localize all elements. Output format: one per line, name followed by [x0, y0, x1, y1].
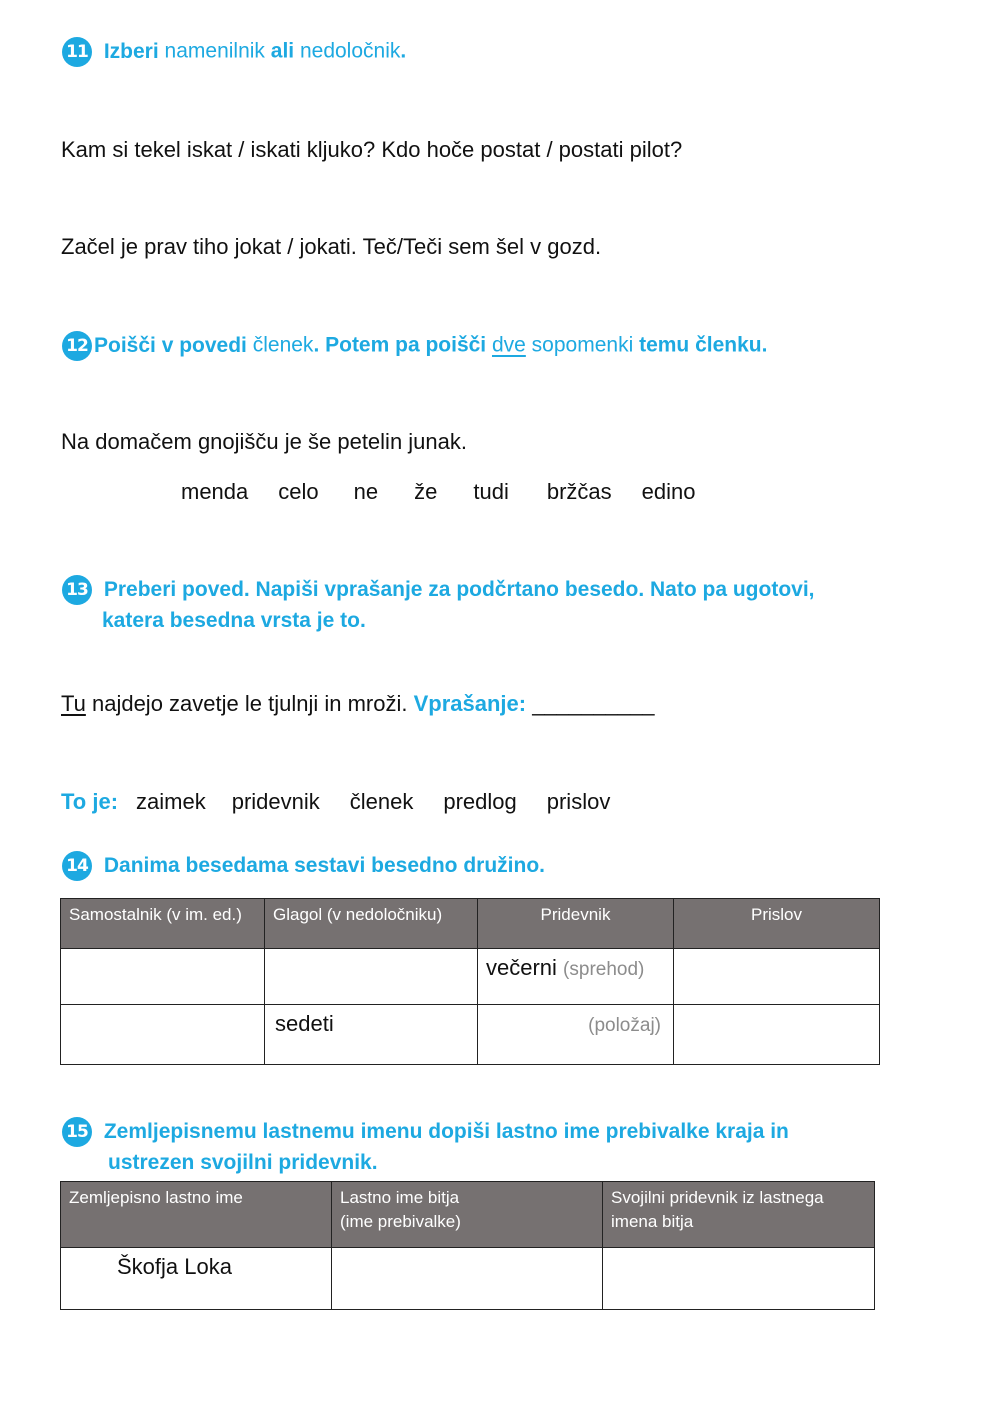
ex12-title-part1: Poišči v povedi [94, 333, 247, 357]
ex15-title-line2: ustrezen svojilni pridevnik. [108, 1151, 378, 1174]
place-table [60, 1181, 875, 1310]
to-je-label: To je: [61, 789, 119, 814]
word-option[interactable]: celo [278, 479, 319, 504]
ex12-title-part4: dve [491, 333, 526, 357]
ex13-title-line2: katera besedna vrsta je to. [102, 609, 366, 632]
cell-empty[interactable] [332, 1248, 603, 1310]
col-header-svojilni [603, 1182, 875, 1248]
cell-empty[interactable] [61, 949, 265, 1005]
ex14-title-text: Danima besedama sestavi besedno družino. [103, 853, 545, 877]
ex11-line1: Kam si tekel iskat / iskati kljuko? Kdo hoče postat / postati pilot? [61, 137, 683, 162]
ex12-title-part2: členek [246, 333, 314, 357]
ex13-sentence-rest: najdejo zavetje le tjulnji in mroži. [85, 691, 414, 716]
ex15-title-line1: Zemljepisnemu lastnemu imenu dopiši lastno ime prebivalke kraja in [103, 1119, 789, 1143]
ex13-number-badge: 13 [62, 575, 92, 605]
col-header-prislov: Prislov [674, 899, 880, 949]
ex12-title-part6: temu členku. [639, 333, 768, 357]
header-line: Svojilni pridevnik iz lastnega [611, 1188, 824, 1207]
cell-place [61, 1248, 332, 1310]
type-option[interactable]: pridevnik [231, 789, 320, 814]
type-option[interactable]: zaimek [136, 789, 206, 814]
word-option[interactable]: bržčas [546, 479, 612, 504]
ex15-number-badge: 15 [62, 1117, 92, 1147]
ex12-sentence: Na domačem gnojišču je še petelin junak. [61, 429, 468, 454]
header-line: (ime prebivalke) [340, 1212, 461, 1231]
cell-empty[interactable] [674, 1005, 880, 1065]
ex14-number-badge: 14 [62, 851, 92, 881]
type-option[interactable]: predlog [443, 789, 517, 814]
question-label: Vprašanje: [413, 691, 527, 716]
word-option[interactable]: ne [353, 479, 379, 504]
col-header-pridevnik: Pridevnik [478, 899, 674, 949]
hint-text: (položaj) [588, 1015, 661, 1036]
cell-pridevnik-given [478, 949, 674, 1005]
underlined-word: Tu [61, 691, 86, 716]
cell-empty[interactable] [674, 949, 880, 1005]
word-option[interactable]: tudi [473, 479, 509, 504]
ex12-word-options [181, 479, 696, 505]
ex11-title-part4: nedoločnik [294, 39, 401, 63]
ex13-sentence [61, 691, 655, 717]
ex11-title [62, 37, 406, 67]
word-option[interactable]: menda [181, 479, 249, 504]
cell-empty[interactable] [61, 1005, 265, 1065]
ex13-title [62, 575, 815, 605]
col-header-zemljepisno: Zemljepisno lastno ime [61, 1182, 332, 1248]
type-option[interactable]: členek [349, 789, 414, 814]
ex12-title-part3: . Potem pa poišči [313, 333, 492, 357]
ex14-title [62, 851, 545, 881]
ex11-line2: Začel je prav tiho jokat / jokati. Teč/Teči sem šel v gozd. [61, 234, 602, 259]
word-option[interactable]: edino [641, 479, 696, 504]
given-word: sedeti [275, 1011, 334, 1036]
ex12-title [62, 331, 767, 361]
header-line: Lastno ime bitja [340, 1188, 460, 1207]
col-header-lastno-ime [332, 1182, 603, 1248]
hint-text: (sprehod) [563, 959, 645, 980]
ex13-type-options [61, 789, 610, 815]
place-name: Škofja Loka [117, 1254, 232, 1279]
type-option[interactable]: prislov [546, 789, 611, 814]
ex11-title-part3: ali [270, 39, 295, 63]
cell-hint[interactable] [478, 1005, 674, 1065]
ex15-title [62, 1117, 789, 1147]
header-line: imena bitja [611, 1212, 694, 1231]
col-header-samostalnik: Samostalnik (v im. ed.) [61, 899, 265, 949]
ex11-title-part2: namenilnik [158, 39, 271, 63]
ex11-title-part5: . [400, 39, 407, 63]
word-option[interactable]: že [414, 479, 438, 504]
ex12-number-badge: 12 [62, 331, 92, 361]
cell-empty[interactable] [265, 949, 478, 1005]
word-family-table [60, 898, 880, 1065]
ex13-title-line1: Preberi poved. Napiši vprašanje za podčrtano besedo. Nato pa ugotovi, [103, 577, 815, 601]
ex12-title-part5: sopomenki [525, 333, 640, 357]
col-header-glagol: Glagol (v nedoločniku) [265, 899, 478, 949]
ex11-number-badge: 11 [62, 37, 92, 67]
cell-empty[interactable] [603, 1248, 875, 1310]
answer-blank[interactable]: __________ [526, 691, 655, 716]
given-word: večerni [486, 955, 557, 980]
cell-glagol-given [265, 1005, 478, 1065]
ex11-title-part1: Izberi [103, 39, 159, 63]
